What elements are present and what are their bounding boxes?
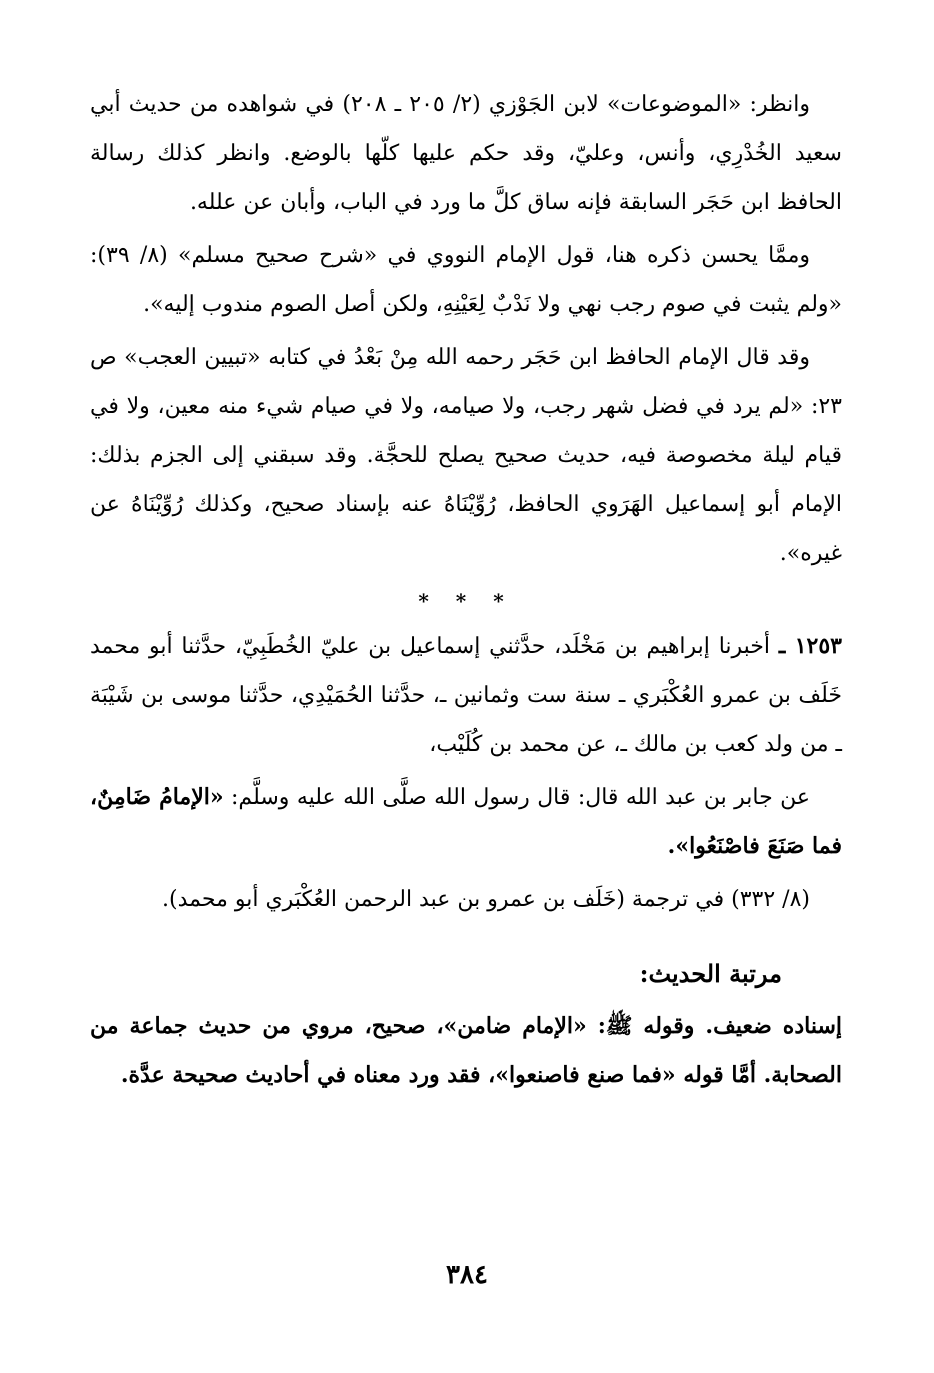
hadith-chain: أخبرنا إبراهيم بن مَخْلَد، حدَّثني إسماعيل بن عليّ الخُطَبِيّ، حدَّثنا أبو محمد خَلَف بن عمرو العُكْبَري ـ سنة ست وثمانين ـ، حدَّثنا الحُمَيْدِي، حدَّثنا موسى بن شَيْبَة ـ من ولد كعب بن مالك ـ، عن محمد بن كُلَيْب،	[90, 634, 842, 757]
paragraph-mawdu-at: وانظر: «الموضوعات» لابن الجَوْزي (٢/ ٢٠٥ ـ ٢٠٨) في شواهده من حديث أبي سعيد الخُدْرِي، وأنس، وعليّ، وقد حكم عليها كلّها بالوضع. وانظر كذلك رسالة الحافظ ابن حَجَر السابقة فإنه ساق كلَّ ما ورد في الباب، وأبان عن علله.	[90, 92, 842, 215]
paragraph-nawawi: وممَّا يحسن ذكره هنا، قول الإمام النووي في «شرح صحيح مسلم» (٨/ ٣٩): «ولم يثبت في صوم رجب نهي ولا نَدْبٌ لِعَيْنِهِ، ولكن أصل الصوم مندوب إليه».	[90, 243, 842, 317]
section-separator: * * *	[418, 589, 514, 613]
page-body	[90, 80, 842, 1104]
hadith-quote: «الإمامُ ضَامِنٌ، فما صَنَعَ فاصْنَعُوا».	[90, 784, 842, 859]
paragraph-ibn-hajar: وقد قال الإمام الحافظ ابن حَجَر رحمه الله مِنْ بَعْدُ في كتابه «تبيين العجب» ص ٢٣: «لم يرد في فضل شهر رجب، ولا صيامه، ولا في صيام شيء منه معين، ولا في قيام ليلة مخصوصة فيه، حديث صحيح يصلح للحجَّة. وقد سبقني إلى الجزم بذلك: الإمام أبو إسماعيل الهَرَوي الحافظ، رُوِّيْنَاهُ عنه بإسناد صحيح، وكذلك رُوِّيْنَاهُ عن غيره».	[90, 345, 842, 566]
hadith-number: ١٢٥٣ ـ	[778, 633, 842, 659]
hadith-grading: إسناده ضعيف. وقوله ﷺ: «الإمام ضامن»، صحيح، مروي من حديث جماعة من الصحابة. أمَّا قوله «فما صنع فاصنعوا»، فقد ورد معناه في أحاديث صحيحة عدَّة.	[90, 1013, 842, 1088]
page-number: ٣٨٤	[446, 1260, 488, 1290]
hadith-narration: عن جابر بن عبد الله قال: قال رسول الله صلَّى الله عليه وسلَّم:	[223, 785, 810, 810]
hadith-matn	[90, 773, 842, 871]
hadith-reference: (٨/ ٣٣٢) في ترجمة (خَلَف بن عمرو بن عبد الرحمن العُكْبَري أبو محمد).	[162, 887, 810, 912]
section-heading: مرتبة الحديث:	[639, 959, 782, 988]
hadith-isnad	[90, 622, 842, 769]
